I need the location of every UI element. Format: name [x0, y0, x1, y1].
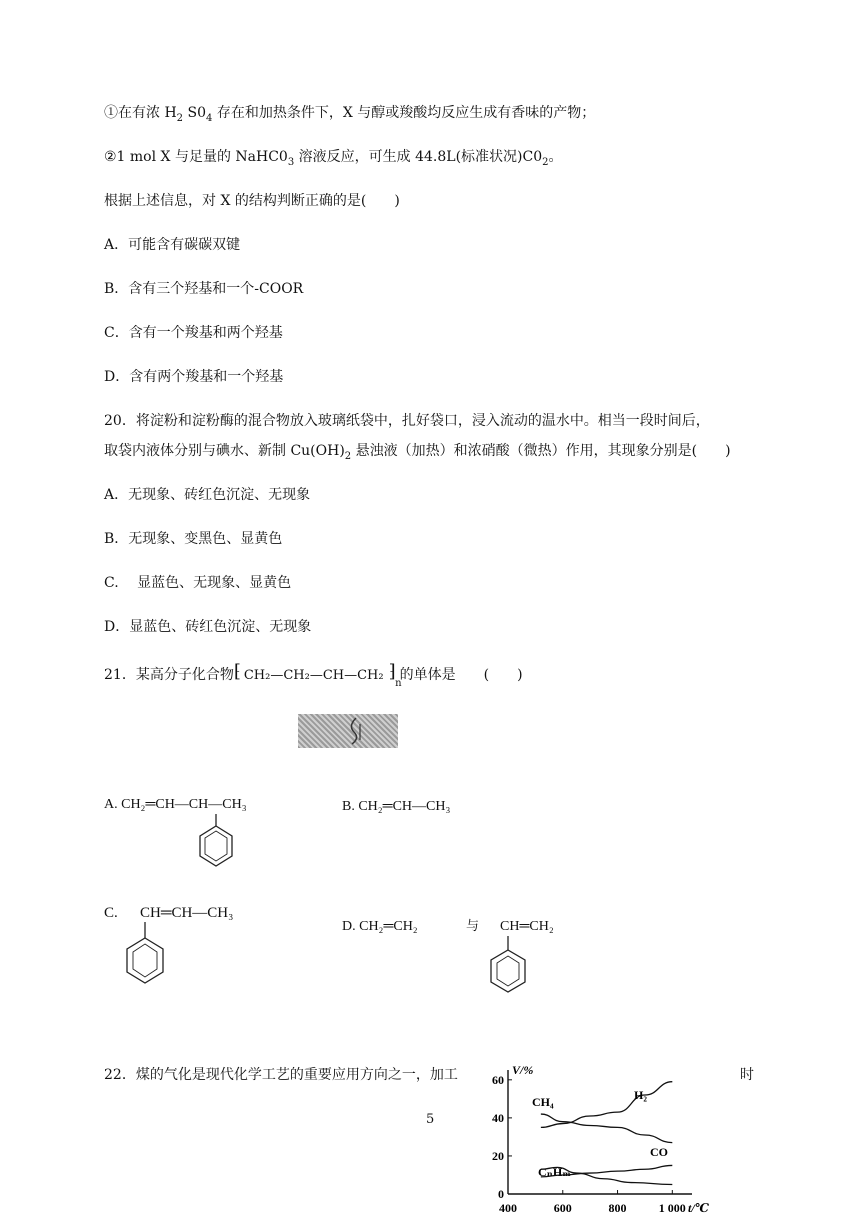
- polymer-repeat-unit: CH₂—CH₂—CH—CH₂: [243, 668, 384, 683]
- series-line: [541, 1114, 672, 1143]
- q19-option-a: A．可能含有碳碳双键: [104, 237, 241, 253]
- benzene-fragment-icon: [298, 714, 398, 748]
- subscript: 2: [542, 156, 549, 168]
- q21-option-b: B. CH₂═CH—CH₃: [342, 799, 451, 814]
- condition-1-text: 存在和加热条件下，X 与醇或羧酸均反应生成有香味的产物；: [212, 105, 596, 121]
- q22-stem: 22．煤的气化是现代化学工艺的重要应用方向之一，加工: [104, 1067, 458, 1083]
- q19-option-c: C．含有一个羧基和两个羟基: [104, 325, 283, 341]
- polymer-n: n: [395, 678, 402, 689]
- q20-option-a: A．无现象、砖红色沉淀、无现象: [104, 487, 311, 503]
- q21-option-a: A. CH₂═CH—CH—CH₃: [104, 797, 247, 812]
- x-tick-label: 600: [553, 1201, 572, 1215]
- q19-option-b: B．含有三个羟基和一个-COOR: [104, 281, 304, 297]
- benzene-ring-icon: [120, 922, 170, 996]
- q19-option-d: D．含有两个羧基和一个羟基: [104, 369, 284, 385]
- page-number: 5: [426, 1112, 435, 1127]
- q22-stem-end: 时: [740, 1067, 754, 1083]
- series-label: CH₄: [532, 1095, 554, 1109]
- q20-option-d: D．显蓝色、砖红色沉淀、无现象: [104, 619, 312, 635]
- q21-option-d-with: 与: [466, 919, 480, 934]
- condition-2-text: 。: [548, 149, 563, 165]
- q19-stem: 根据上述信息，对 X 的结构判断正确的是( ): [104, 193, 400, 209]
- series-line: [541, 1082, 672, 1128]
- subscript: 4: [206, 112, 213, 124]
- y-axis-label: V/%: [512, 1063, 534, 1077]
- q21-stem-text: 的单体是 ( ): [399, 667, 523, 683]
- benzene-ring-icon: [192, 814, 242, 876]
- condition-2-text: ②1 mol X 与足量的 NaHC0: [104, 149, 288, 165]
- q21-option-c: CH═CH—CH₃: [140, 905, 234, 921]
- q21-option-d-styrene: CH═CH₂: [500, 919, 554, 934]
- gas-composition-chart: [480, 1062, 710, 1216]
- series-label: CO: [650, 1145, 668, 1159]
- x-tick-label: 400: [499, 1201, 517, 1215]
- q20-option-c: C. 显蓝色、无现象、显黄色: [104, 575, 292, 591]
- condition-1-text: ①在有浓 H: [104, 105, 177, 121]
- q21-option-c-label: C.: [104, 905, 118, 921]
- y-tick-label: 20: [492, 1148, 504, 1163]
- q20-stem-line1: 20．将淀粉和淀粉酶的混合物放入玻璃纸袋中，扎好袋口，浸入流动的温水中。相当一段时间后，: [104, 413, 710, 429]
- x-tick-label: 800: [608, 1201, 627, 1215]
- bracket-left: ⁅: [233, 661, 241, 682]
- q21-stem: [104, 661, 523, 689]
- y-tick-label: 0: [498, 1187, 504, 1201]
- condition-2-text: 溶液反应，可生成 44.8L(标准状况)C0: [294, 149, 543, 165]
- subscript: 2: [176, 112, 184, 124]
- polymer-formula: [233, 661, 402, 689]
- q20-stem-text: 取袋内液体分别与碘水、新制 Cu(OH): [104, 443, 345, 459]
- subscript: 2: [344, 450, 352, 462]
- series-label: H₂: [634, 1088, 647, 1102]
- benzene-ring-icon: [484, 936, 534, 1006]
- q20-stem-text: 悬浊液（加热）和浓硝酸（微热）作用，其现象分别是( ): [351, 443, 731, 459]
- q21-option-d: D. CH₂═CH₂: [342, 919, 418, 934]
- x-axis-label: t/℃: [688, 1201, 710, 1215]
- q21-stem-text: 21．某高分子化合物: [104, 667, 234, 683]
- series-label: CₙHₘ: [538, 1165, 571, 1179]
- q20-stem-line2: [104, 442, 731, 466]
- bracket-right: ⁆: [388, 661, 396, 682]
- side-chain-image: [298, 714, 398, 748]
- condition-1: [104, 104, 595, 128]
- q20-option-b: B．无现象、变黑色、显黄色: [104, 531, 283, 547]
- subscript: 3: [287, 156, 295, 168]
- condition-1-text: S0: [183, 105, 206, 121]
- condition-2: [104, 148, 563, 172]
- y-tick-label: 60: [492, 1072, 504, 1087]
- y-tick-label: 40: [492, 1110, 504, 1125]
- x-tick-label: 1 000: [658, 1201, 686, 1215]
